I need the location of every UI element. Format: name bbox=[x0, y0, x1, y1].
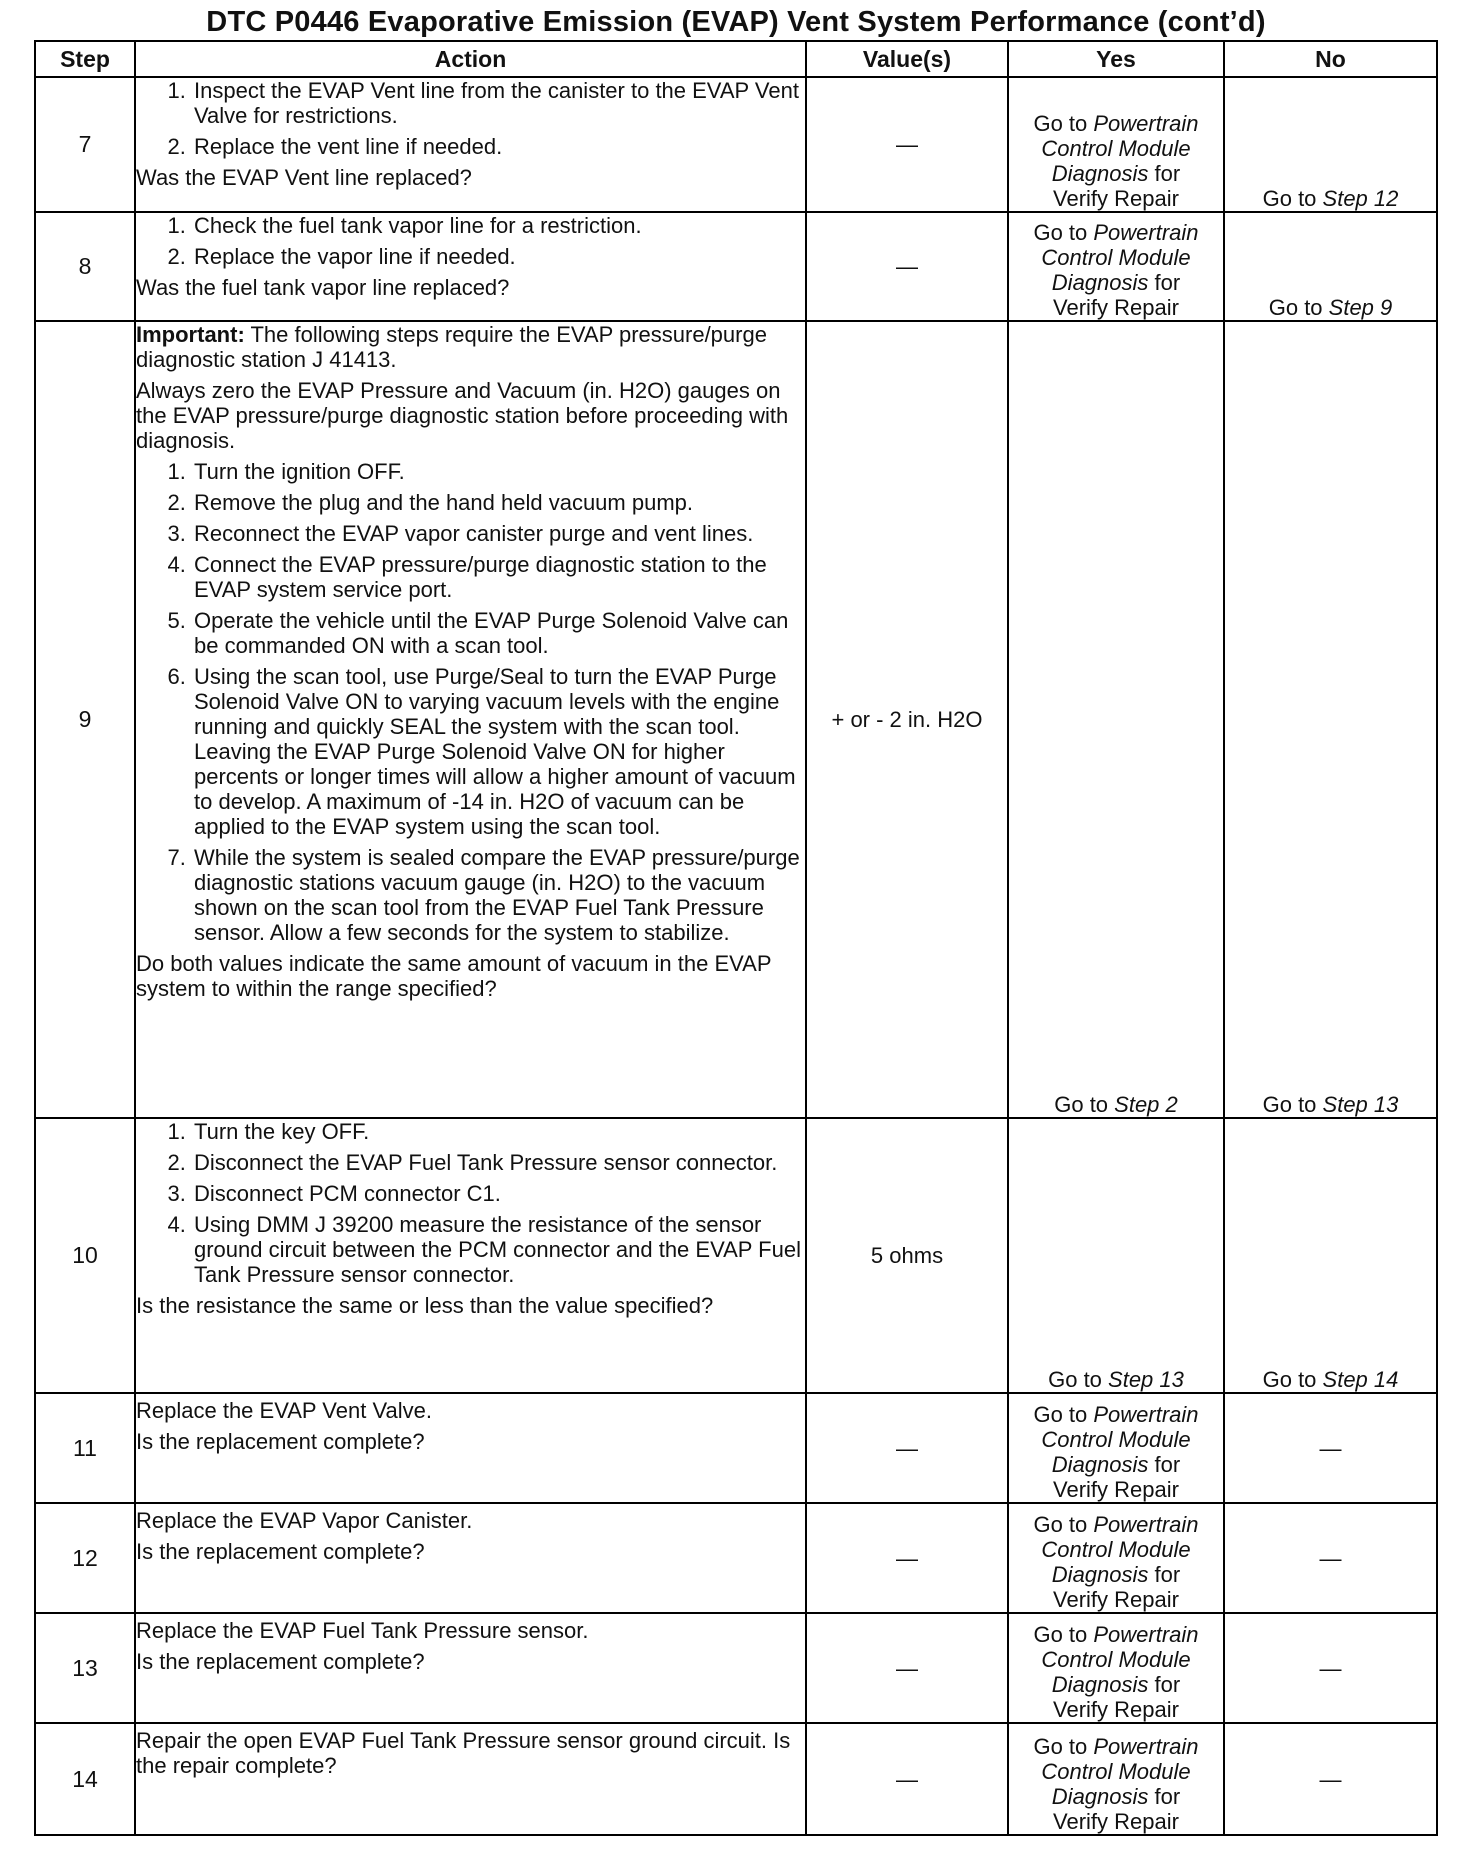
step-number: 10 bbox=[35, 1118, 135, 1393]
no-dash: — bbox=[1319, 1766, 1342, 1792]
action-cell bbox=[135, 1503, 806, 1613]
action-cell bbox=[135, 77, 806, 212]
action-item: 1. Turn the key OFF. bbox=[192, 1119, 805, 1144]
yes-cell: Go to Step 2 bbox=[1008, 321, 1224, 1118]
action-text: Replace the EVAP Vent Valve. bbox=[136, 1398, 432, 1423]
action-text: Replace the EVAP Vapor Canister. bbox=[136, 1508, 473, 1533]
action-question: Is the replacement complete? bbox=[136, 1539, 425, 1564]
table-row-step-14 bbox=[35, 1723, 1437, 1835]
action-cell bbox=[135, 1613, 806, 1723]
step-number: 11 bbox=[35, 1393, 135, 1503]
header-step: Step bbox=[35, 41, 135, 77]
action-question: Is the replacement complete? bbox=[136, 1649, 425, 1674]
step-number: 13 bbox=[35, 1613, 135, 1723]
value-cell: + or - 2 in. H2O bbox=[806, 321, 1008, 1118]
yes-cell: Go to Powertrain Control Module Diagnosis for Verify Repair bbox=[1008, 212, 1224, 321]
action-list bbox=[136, 78, 805, 159]
diagnostic-table bbox=[34, 40, 1438, 1836]
action-question: Is the resistance the same or less than the value specified? bbox=[136, 1293, 714, 1318]
action-list bbox=[136, 459, 805, 945]
action-question: Do both values indicate the same amount of vacuum in the EVAP system to within the range specified? bbox=[136, 951, 772, 1001]
action-list bbox=[136, 1119, 805, 1287]
value-cell bbox=[806, 1393, 1008, 1503]
action-item: 2. Disconnect the EVAP Fuel Tank Pressure sensor connector. bbox=[192, 1150, 805, 1175]
yes-cell: Go to Step 13 bbox=[1008, 1118, 1224, 1393]
no-cell: Go to Step 13 bbox=[1224, 321, 1437, 1118]
no-cell bbox=[1224, 1503, 1437, 1613]
action-item: 4. Using DMM J 39200 measure the resistance of the sensor ground circuit between the PCM connector and the EVAP Fuel Tank Pressure sensor connector. bbox=[192, 1212, 805, 1287]
header-yes: Yes bbox=[1008, 41, 1224, 77]
action-item: 4. Connect the EVAP pressure/purge diagnostic station to the EVAP system service port. bbox=[192, 552, 805, 602]
table-header-row bbox=[35, 41, 1437, 77]
no-dash: — bbox=[1319, 1545, 1342, 1571]
value-dash: — bbox=[896, 1545, 918, 1571]
value-dash: — bbox=[896, 1655, 918, 1681]
table-row-step-7 bbox=[35, 77, 1437, 212]
value-dash: — bbox=[896, 254, 918, 279]
header-value: Value(s) bbox=[806, 41, 1008, 77]
table-row-step-13 bbox=[35, 1613, 1437, 1723]
yes-cell: Go to Powertrain Control Module Diagnosis for Verify Repair bbox=[1008, 1503, 1224, 1613]
action-question: Is the replacement complete? bbox=[136, 1429, 425, 1454]
no-cell: Go to Step 9 bbox=[1224, 212, 1437, 321]
value-cell bbox=[806, 1613, 1008, 1723]
goto-powertrain: Go to Powertrain bbox=[1033, 111, 1199, 136]
step-number: 9 bbox=[35, 321, 135, 1118]
no-cell: Go to Step 12 bbox=[1224, 77, 1437, 212]
step-number: 14 bbox=[35, 1723, 135, 1835]
value-cell bbox=[806, 212, 1008, 321]
no-cell bbox=[1224, 1613, 1437, 1723]
no-step-ref: Step 9 bbox=[1328, 295, 1393, 320]
action-item: 6. Using the scan tool, use Purge/Seal to turn the EVAP Purge Solenoid Valve ON to varying vacuum levels with the engine running and quickly SEAL the system with the scan tool. Leaving the EVAP Purge Solenoid Valve ON for higher percents or longer times will allow a higher amount of vacuum to develop. A maximum of -14 in. H2O of vacuum can be applied to the EVAP system using the scan tool. bbox=[192, 664, 805, 839]
step-number: 12 bbox=[35, 1503, 135, 1613]
value-cell bbox=[806, 1503, 1008, 1613]
important-note: Important: The following steps require the EVAP pressure/purge diagnostic station J 41413. bbox=[136, 322, 767, 372]
action-cell bbox=[135, 212, 806, 321]
table-row-step-12 bbox=[35, 1503, 1437, 1613]
action-item: 2. Remove the plug and the hand held vacuum pump. bbox=[192, 490, 805, 515]
yes-cell: Go to Powertrain Control Module Diagnosis for Verify Repair bbox=[1008, 1393, 1224, 1503]
page-title: DTC P0446 Evaporative Emission (EVAP) Vent System Performance (cont’d) bbox=[206, 6, 1266, 38]
action-question: Was the fuel tank vapor line replaced? bbox=[136, 275, 510, 300]
header-no: No bbox=[1224, 41, 1437, 77]
action-item: 2. Replace the vapor line if needed. bbox=[192, 244, 805, 269]
action-item: 7. While the system is sealed compare the EVAP pressure/purge diagnostic stations vacuum gauge (in. H2O) to the vacuum shown on the scan tool from the EVAP Fuel Tank Pressure sensor. Allow a few seconds for the system to stabilize. bbox=[192, 845, 805, 945]
action-item: 1. Inspect the EVAP Vent line from the canister to the EVAP Vent Valve for restrictions. bbox=[192, 78, 805, 128]
table-row-step-8 bbox=[35, 212, 1437, 321]
no-step-ref: Step 13 bbox=[1322, 1092, 1399, 1117]
no-dash: — bbox=[1319, 1435, 1342, 1461]
action-cell bbox=[135, 1393, 806, 1503]
action-list bbox=[136, 213, 805, 269]
action-item: 5. Operate the vehicle until the EVAP Purge Solenoid Valve can be commanded ON with a scan tool. bbox=[192, 608, 805, 658]
yes-step-ref: Step 13 bbox=[1108, 1367, 1184, 1392]
header-action: Action bbox=[135, 41, 806, 77]
yes-cell: Go to Powertrain Control Module Diagnosis for Verify Repair bbox=[1008, 1613, 1224, 1723]
action-text: Replace the EVAP Fuel Tank Pressure sensor. bbox=[136, 1618, 589, 1643]
value-cell bbox=[806, 77, 1008, 212]
yes-cell: Go to Powertrain Control Module Diagnosis for Verify Repair bbox=[1008, 1723, 1224, 1835]
table-row-step-9 bbox=[35, 321, 1437, 1118]
action-item: 2. Replace the vent line if needed. bbox=[192, 134, 805, 159]
step-number: 8 bbox=[35, 212, 135, 321]
no-cell bbox=[1224, 1393, 1437, 1503]
value-cell bbox=[806, 1723, 1008, 1835]
action-cell bbox=[135, 1723, 806, 1835]
no-step-ref: Step 14 bbox=[1322, 1367, 1399, 1392]
no-step-ref: Step 12 bbox=[1322, 186, 1399, 211]
no-cell: Go to Step 14 bbox=[1224, 1118, 1437, 1393]
zero-gauges-note: Always zero the EVAP Pressure and Vacuum (in. H2O) gauges on the EVAP pressure/purge diagnostic station before proceeding with diagnosis. bbox=[136, 378, 789, 453]
action-cell bbox=[135, 321, 806, 1118]
value-dash: — bbox=[896, 132, 918, 157]
action-question: Was the EVAP Vent line replaced? bbox=[136, 165, 472, 190]
no-cell bbox=[1224, 1723, 1437, 1835]
action-text: Repair the open EVAP Fuel Tank Pressure sensor ground circuit. Is the repair complete? bbox=[136, 1728, 791, 1778]
no-dash: — bbox=[1319, 1655, 1342, 1681]
action-item: 3. Disconnect PCM connector C1. bbox=[192, 1181, 805, 1206]
value-cell: 5 ohms bbox=[806, 1118, 1008, 1393]
yes-step-ref: Step 2 bbox=[1114, 1092, 1178, 1117]
value-dash: — bbox=[896, 1435, 918, 1461]
step-number: 7 bbox=[35, 77, 135, 212]
action-item: 3. Reconnect the EVAP vapor canister purge and vent lines. bbox=[192, 521, 805, 546]
action-item: 1. Turn the ignition OFF. bbox=[192, 459, 805, 484]
table-row-step-11 bbox=[35, 1393, 1437, 1503]
action-item: 1. Check the fuel tank vapor line for a restriction. bbox=[192, 213, 805, 238]
yes-cell: Go to Powertrain Control Module Diagnosis for Verify Repair bbox=[1008, 77, 1224, 212]
value-dash: — bbox=[896, 1766, 918, 1792]
table-row-step-10 bbox=[35, 1118, 1437, 1393]
action-cell bbox=[135, 1118, 806, 1393]
